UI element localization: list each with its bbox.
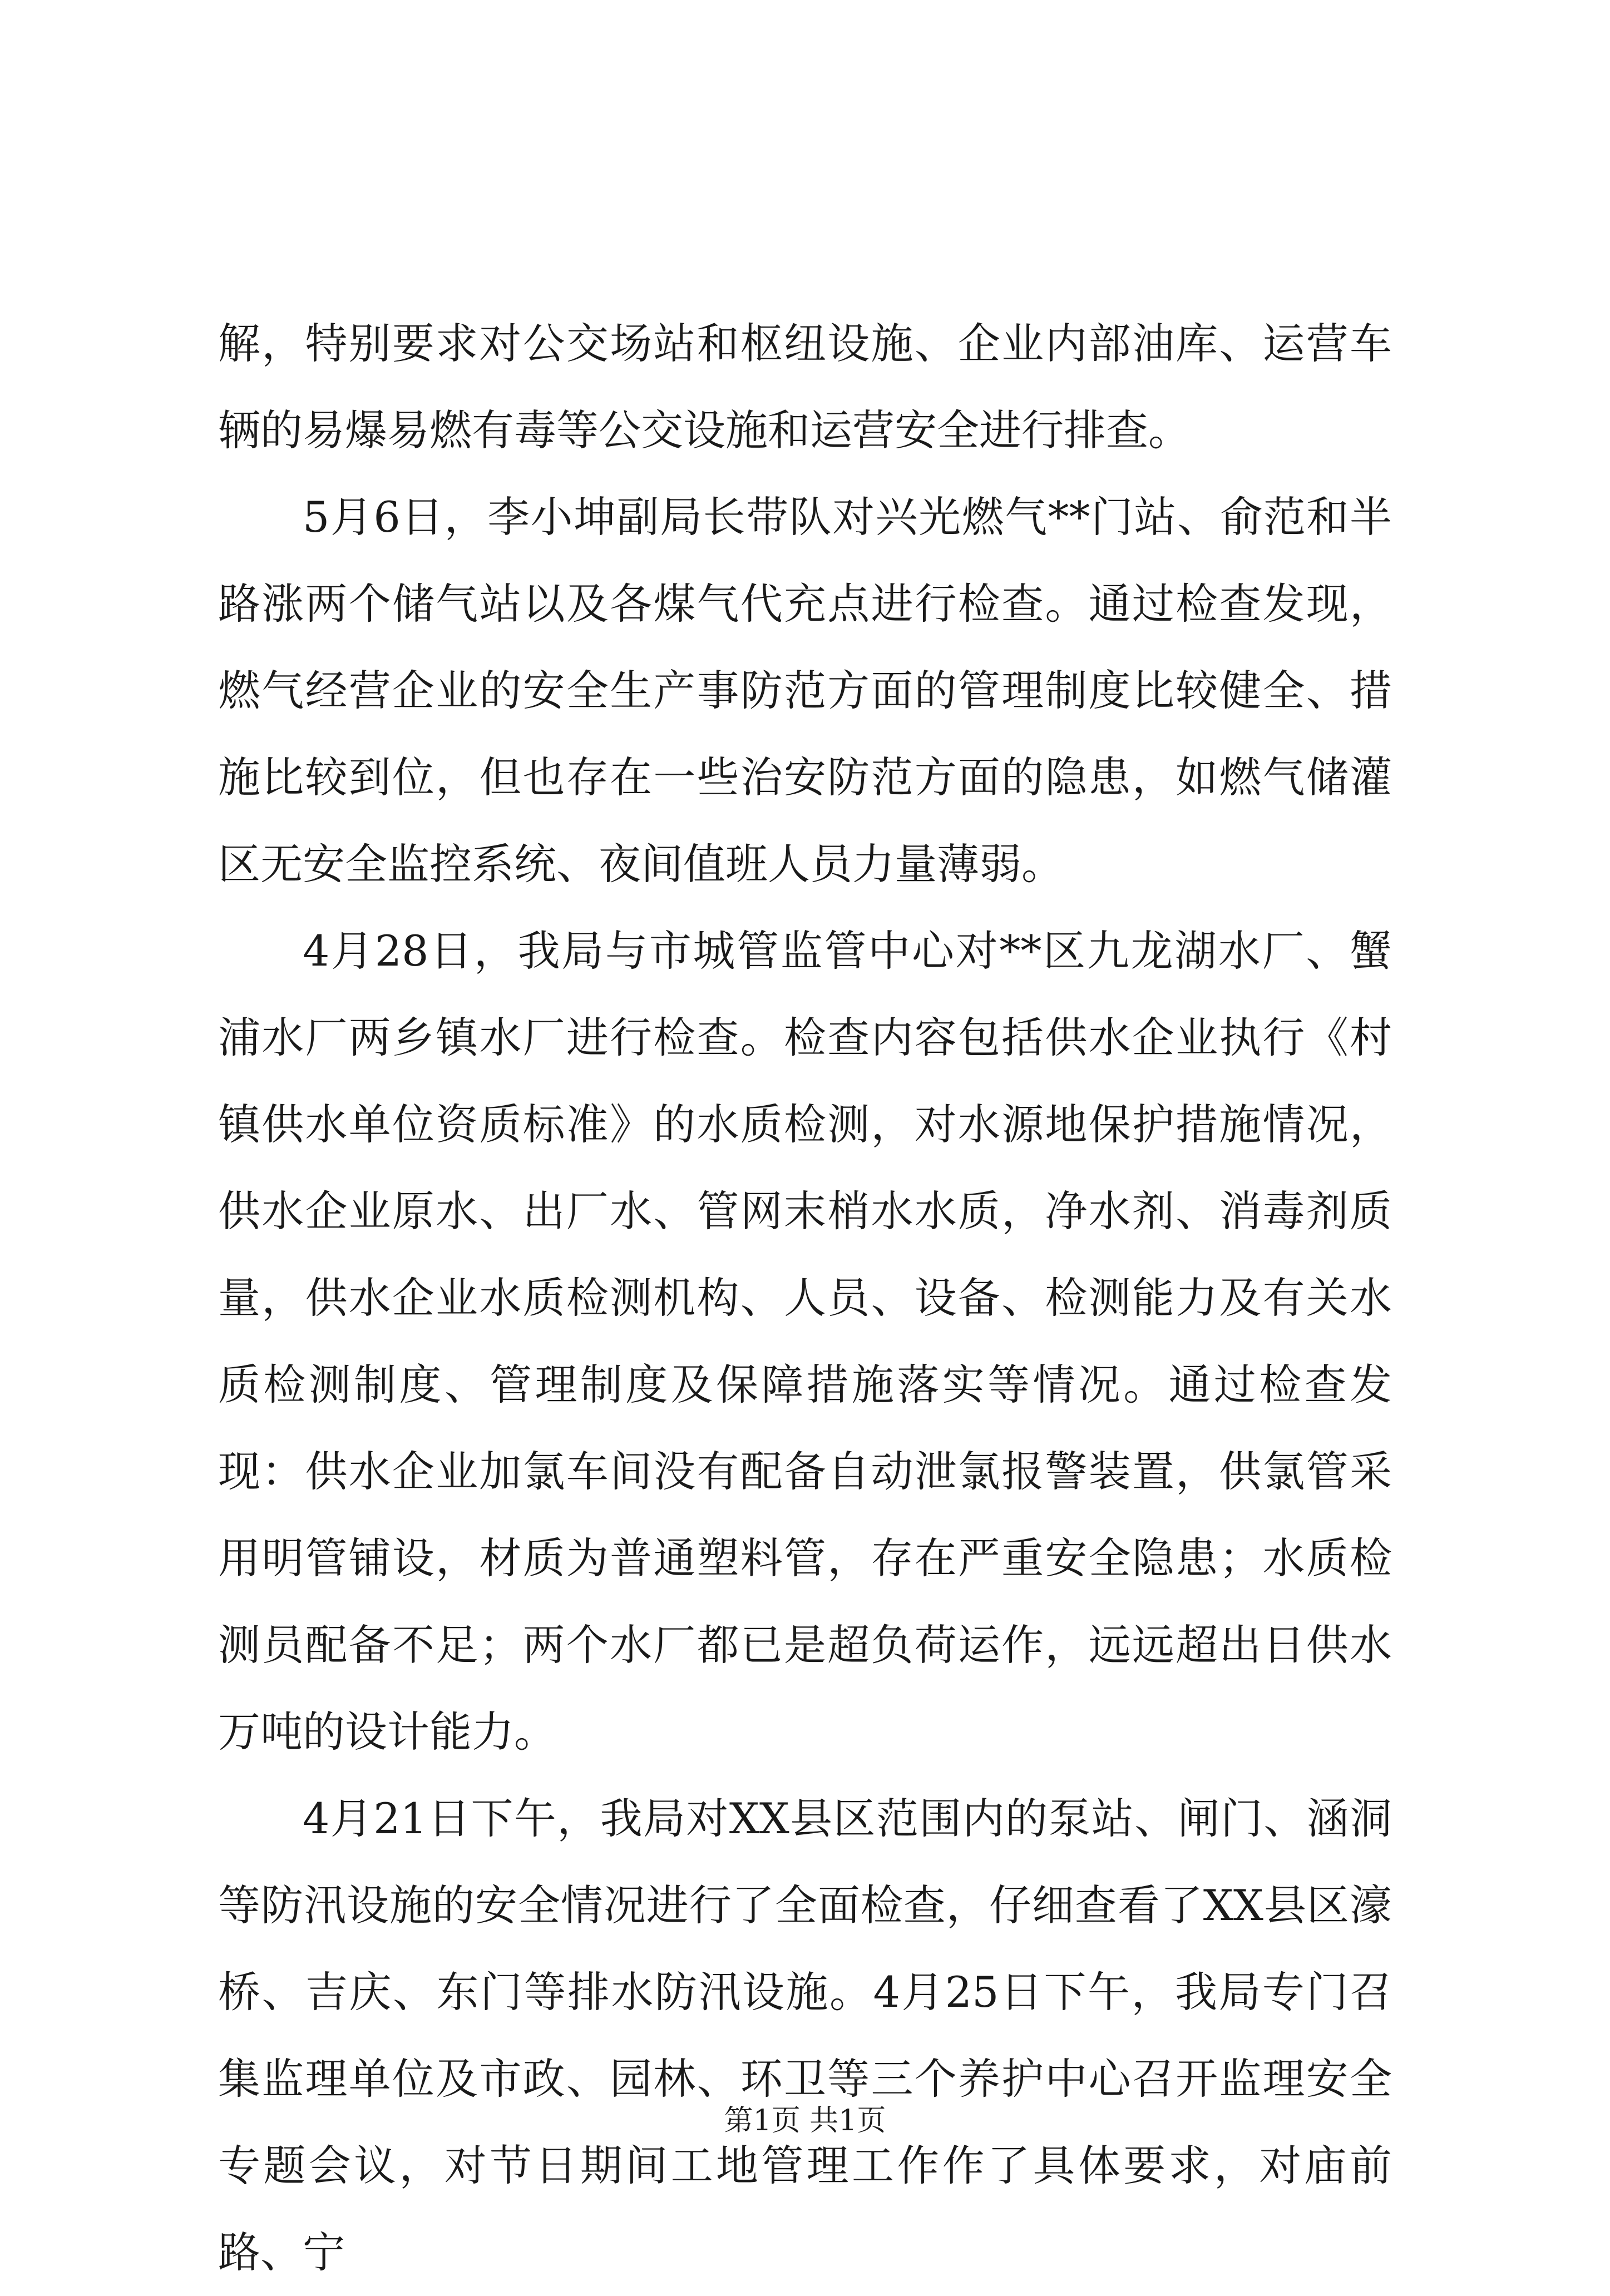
page-footer: 第1页 共1页 bbox=[724, 2104, 886, 2137]
paragraph-4: 4月21日下午，我局对XX县区范围内的泵站、闸门、涵洞等防汛设施的安全情况进行了全面检查，仔细查看了XX县区濠桥、吉庆、东门等排水防汛设施。4月25日下午，我局专门召集监理单位及市政、园林、环卫等三个养护中心召开监理安全专题会议，对节日期间工地管理工作作了具体要求，对庙前路、宁 bbox=[218, 1794, 1392, 2277]
paragraph-3: 4月28日，我局与市城管监管中心对**区九龙湖水厂、蟹浦水厂两乡镇水厂进行检查。检查内容包括供水企业执行《村镇供水单位资质标准》的水质检测，对水源地保护措施情况，供水企业原水、出厂水、管网末梢水水质，净水剂、消毒剂质量，供水企业水质检测机构、人员、设备、检测能力及有关水质检测制度、管理制度及保障措施落实等情况。通过检查发现：供水企业加氯车间没有配备自动泄氯报警装置，供氯管采用明管铺设，材质为普通塑料管，存在严重安全隐患；水质检测员配备不足；两个水厂都已是超负荷运作，远远超出日供水万吨的设计能力。 bbox=[218, 926, 1392, 1756]
paragraph-2: 5月6日，李小坤副局长带队对兴光燃气**门站、俞范和半路涨两个储气站以及各煤气代充点进行检查。通过检查发现，燃气经营企业的安全生产事防范方面的管理制度比较健全、措施比较到位，但也存在一些治安防范方面的隐患，如燃气储灌区无安全监控系统、夜间值班人员力量薄弱。 bbox=[218, 492, 1392, 889]
document-body bbox=[218, 300, 1392, 2296]
paragraph-1: 解，特别要求对公交场站和枢纽设施、企业内部油库、运营车辆的易爆易燃有毒等公交设施和运营安全进行排查。 bbox=[218, 319, 1392, 455]
